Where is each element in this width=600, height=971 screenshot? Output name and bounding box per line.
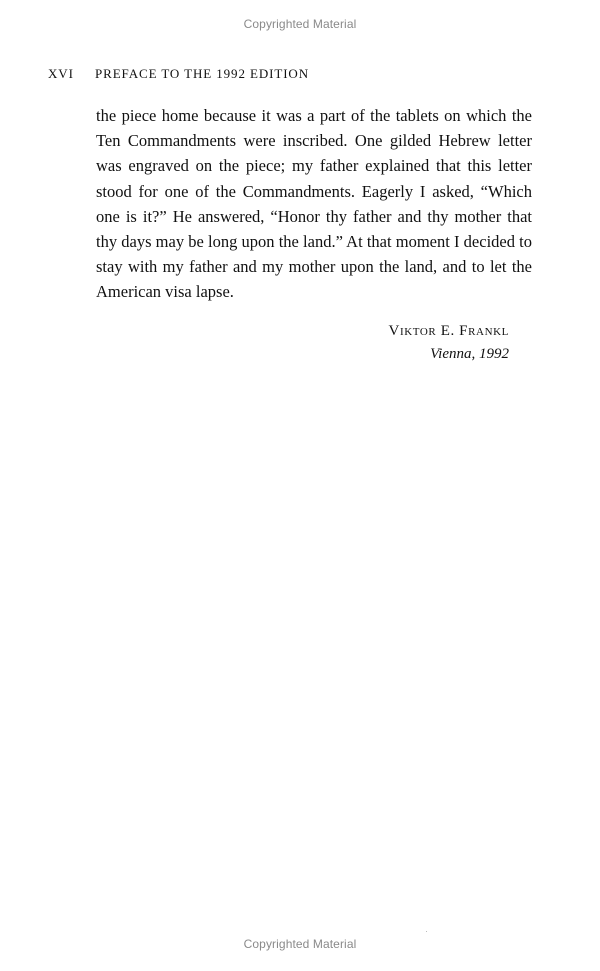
- copyright-watermark-top: Copyrighted Material: [243, 17, 357, 31]
- page-number: XVI: [48, 66, 74, 81]
- running-head-title: PREFACE TO THE 1992 EDITION: [95, 66, 310, 81]
- author-signature: Viktor E. Frankl: [388, 323, 509, 339]
- running-head: [48, 66, 309, 82]
- signature-block: [300, 320, 509, 366]
- signature-place-date: Vienna, 1992: [430, 346, 509, 362]
- body-paragraph: the piece home because it was a part of the tablets on which the Ten Commandments were inscribed. One gilded Hebrew letter was engraved on the piece; my father explained that this letter stood for one of the Commandments. Eagerly I asked, “Which one is it?” He answered, “Honor thy father and thy mother that thy days may be long upon the land.” At that moment I decided to stay with my father and my mother upon the land, and to let the American visa lapse.: [96, 106, 532, 302]
- scan-speck: [426, 931, 427, 932]
- copyright-watermark-bottom: Copyrighted Material: [243, 937, 357, 951]
